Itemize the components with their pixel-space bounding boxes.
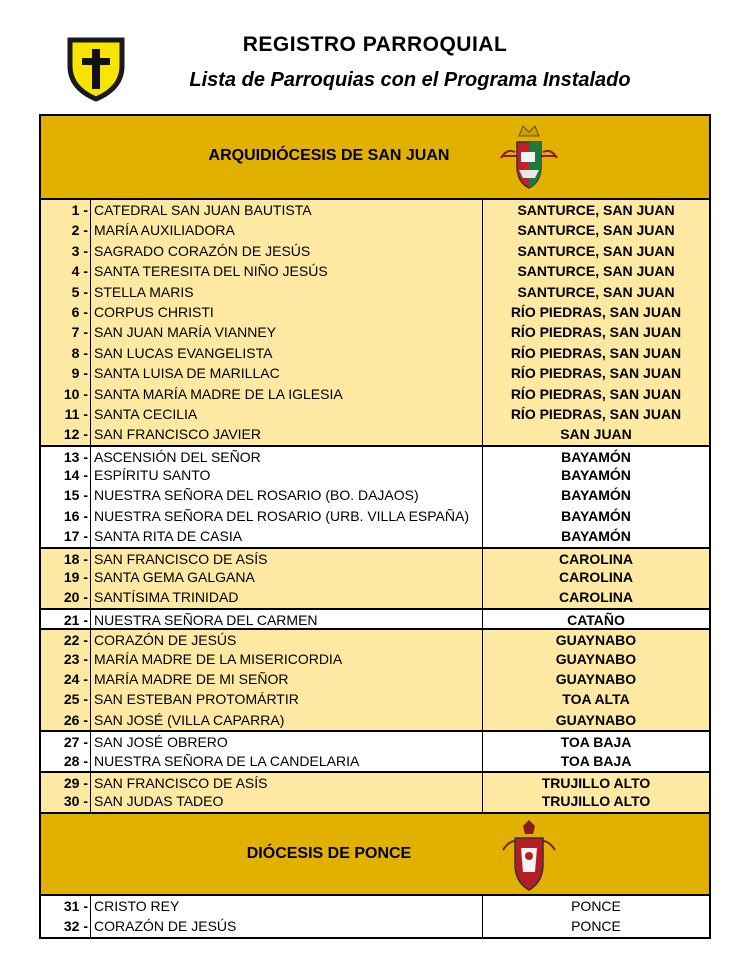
table-row [41, 916, 709, 936]
parish-name: MARÍA MADRE DE MI SEÑOR [91, 669, 483, 689]
cross-shield-logo-icon [64, 36, 128, 102]
parish-location: TRUJILLO ALTO [541, 774, 651, 791]
parish-location: SANTURCE, SAN JUAN [517, 283, 675, 300]
table-row [41, 465, 709, 485]
row-number: 15 - [41, 485, 91, 505]
table-row [41, 506, 709, 526]
parish-name: ESPÍRITU SANTO [91, 465, 483, 485]
parish-location: TOA ALTA [562, 691, 630, 708]
table-row [41, 424, 709, 444]
parish-location: TOA BAJA [560, 752, 632, 769]
parish-location: TRUJILLO ALTO [541, 793, 651, 810]
table-row [41, 669, 709, 689]
parish-location: CAROLINA [559, 550, 633, 567]
parish-name: STELLA MARIS [91, 282, 483, 302]
row-number: 30 - [41, 791, 91, 811]
parish-name: SAN FRANCISCO JAVIER [91, 424, 483, 444]
row-number: 3 - [41, 241, 91, 261]
table-row [41, 567, 709, 587]
row-number: 23 - [41, 649, 91, 669]
table-row [41, 343, 709, 363]
row-number: 22 - [41, 630, 91, 648]
parish-location: CAROLINA [559, 569, 633, 586]
row-number: 2 - [41, 220, 91, 240]
row-number: 24 - [41, 669, 91, 689]
page-header [0, 0, 752, 112]
parish-location: SANTURCE, SAN JUAN [517, 222, 675, 239]
row-number: 19 - [41, 567, 91, 587]
table-row [41, 628, 709, 648]
section-header-san-juan [41, 116, 709, 200]
row-number: 25 - [41, 689, 91, 709]
parish-location: RÍO PIEDRAS, SAN JUAN [510, 303, 682, 320]
row-number: 7 - [41, 322, 91, 342]
parish-name: SANTA RITA DE CASIA [91, 526, 483, 546]
parish-name: SANTÍSIMA TRINIDAD [91, 587, 483, 607]
table-row [41, 730, 709, 750]
section-title: ARQUIDIÓCESIS DE SAN JUAN [208, 147, 450, 164]
parish-location: BAYAMÓN [561, 487, 631, 504]
table-row [41, 547, 709, 567]
row-number: 28 - [41, 751, 91, 771]
parish-name: SAN JUAN MARÍA VIANNEY [91, 322, 483, 342]
parish-location: RÍO PIEDRAS, SAN JUAN [510, 324, 682, 341]
row-number: 12 - [41, 424, 91, 444]
page-title: REGISTRO PARROQUIAL [242, 33, 508, 56]
parish-name: ASCENSIÓN DEL SEÑOR [91, 447, 483, 465]
parish-name: SANTA GEMA GALGANA [91, 567, 483, 587]
section-rows-san-juan [41, 200, 709, 812]
parish-name: SANTA LUISA DE MARILLAC [91, 363, 483, 383]
row-number: 16 - [41, 506, 91, 526]
row-number: 26 - [41, 710, 91, 730]
section-rows-ponce [41, 896, 709, 937]
table-row [41, 608, 709, 628]
row-number: 6 - [41, 302, 91, 322]
table-row [41, 302, 709, 322]
table-row [41, 751, 709, 771]
table-row [41, 587, 709, 607]
parish-location: GUAYNABO [555, 650, 637, 667]
parish-location: CAROLINA [559, 589, 633, 606]
table-row [41, 526, 709, 546]
parish-name: SANTA MARÍA MADRE DE LA IGLESIA [91, 384, 483, 404]
table-row [41, 771, 709, 791]
row-number: 29 - [41, 773, 91, 791]
parish-name: SAN JOSÉ (VILLA CAPARRA) [91, 710, 483, 730]
table-row [41, 791, 709, 811]
table-row [41, 404, 709, 424]
parish-name: SAN JUDAS TADEO [91, 791, 483, 811]
row-number: 20 - [41, 587, 91, 607]
diocese-ponce-coat-of-arms-icon [493, 820, 565, 892]
table-row [41, 649, 709, 669]
parish-name: NUESTRA SEÑORA DEL ROSARIO (BO. DAJAOS) [91, 485, 483, 505]
row-number: 31 - [41, 896, 91, 916]
table-row [41, 689, 709, 709]
parish-name: CORAZÓN DE JESÚS [91, 916, 483, 936]
row-number: 32 - [41, 916, 91, 936]
parish-name: CATEDRAL SAN JUAN BAUTISTA [91, 200, 483, 220]
parish-name: CORPUS CHRISTI [91, 302, 483, 322]
parish-location: CATAÑO [567, 611, 625, 628]
table-row [41, 485, 709, 505]
parish-name: SAN JOSÉ OBRERO [91, 732, 483, 750]
row-number: 21 - [41, 610, 91, 628]
row-number: 13 - [41, 447, 91, 465]
parish-location: GUAYNABO [555, 632, 637, 649]
table-row [41, 261, 709, 281]
archdiocese-coat-of-arms-icon [493, 122, 565, 194]
parish-name: SANTA TERESITA DEL NIÑO JESÚS [91, 261, 483, 281]
parish-location: BAYAMÓN [561, 467, 631, 484]
parish-location: RÍO PIEDRAS, SAN JUAN [510, 344, 682, 361]
row-number: 27 - [41, 732, 91, 750]
parish-location: SANTURCE, SAN JUAN [517, 263, 675, 280]
parish-location: BAYAMÓN [561, 507, 631, 524]
table-row [41, 241, 709, 261]
parish-name: SAGRADO CORAZÓN DE JESÚS [91, 241, 483, 261]
parish-location: SANTURCE, SAN JUAN [517, 202, 675, 218]
page-subtitle: Lista de Parroquias con el Programa Instalado [189, 69, 631, 91]
table-row [41, 896, 709, 916]
table-row [41, 445, 709, 465]
parish-location: SANTURCE, SAN JUAN [517, 242, 675, 259]
row-number: 14 - [41, 465, 91, 485]
row-number: 10 - [41, 384, 91, 404]
row-number: 5 - [41, 282, 91, 302]
parish-location: RÍO PIEDRAS, SAN JUAN [510, 385, 682, 402]
parish-name: SAN LUCAS EVANGELISTA [91, 343, 483, 363]
parish-location: SAN JUAN [560, 426, 632, 443]
parish-name: SAN FRANCISCO DE ASÍS [91, 773, 483, 791]
parish-location: RÍO PIEDRAS, SAN JUAN [510, 365, 682, 382]
row-number: 9 - [41, 363, 91, 383]
parish-name: SANTA CECILIA [91, 404, 483, 424]
table-row [41, 384, 709, 404]
parish-location: BAYAMÓN [561, 448, 631, 465]
parish-name: NUESTRA SEÑORA DEL CARMEN [91, 610, 483, 628]
table-row [41, 220, 709, 240]
parish-location: PONCE [571, 918, 621, 935]
parish-name: SAN FRANCISCO DE ASÍS [91, 549, 483, 567]
parish-name: SAN ESTEBAN PROTOMÁRTIR [91, 689, 483, 709]
parish-location: RÍO PIEDRAS, SAN JUAN [510, 405, 682, 422]
row-number: 4 - [41, 261, 91, 281]
parish-location: BAYAMÓN [561, 528, 631, 545]
parish-name: NUESTRA SEÑORA DEL ROSARIO (URB. VILLA ESPAÑA) [91, 506, 483, 526]
parish-name: CORAZÓN DE JESÚS [91, 630, 483, 648]
parish-location: TOA BAJA [560, 734, 632, 751]
row-number: 8 - [41, 343, 91, 363]
parish-name: CRISTO REY [91, 896, 483, 916]
row-number: 17 - [41, 526, 91, 546]
parish-location: PONCE [571, 897, 621, 914]
parish-table [39, 114, 711, 939]
parish-name: MARÍA MADRE DE LA MISERICORDIA [91, 649, 483, 669]
table-row [41, 322, 709, 342]
parish-name: MARÍA AUXILIADORA [91, 220, 483, 240]
table-row [41, 363, 709, 383]
table-row [41, 282, 709, 302]
row-number: 18 - [41, 549, 91, 567]
section-header-ponce [41, 812, 709, 896]
parish-location: GUAYNABO [555, 711, 637, 728]
parish-name: NUESTRA SEÑORA DE LA CANDELARIA [91, 751, 483, 771]
parish-location: GUAYNABO [555, 670, 637, 687]
table-row [41, 710, 709, 730]
section-title: DIÓCESIS DE PONCE [246, 844, 412, 862]
row-number: 1 - [41, 200, 91, 220]
row-number: 11 - [41, 404, 91, 424]
table-row [41, 200, 709, 220]
